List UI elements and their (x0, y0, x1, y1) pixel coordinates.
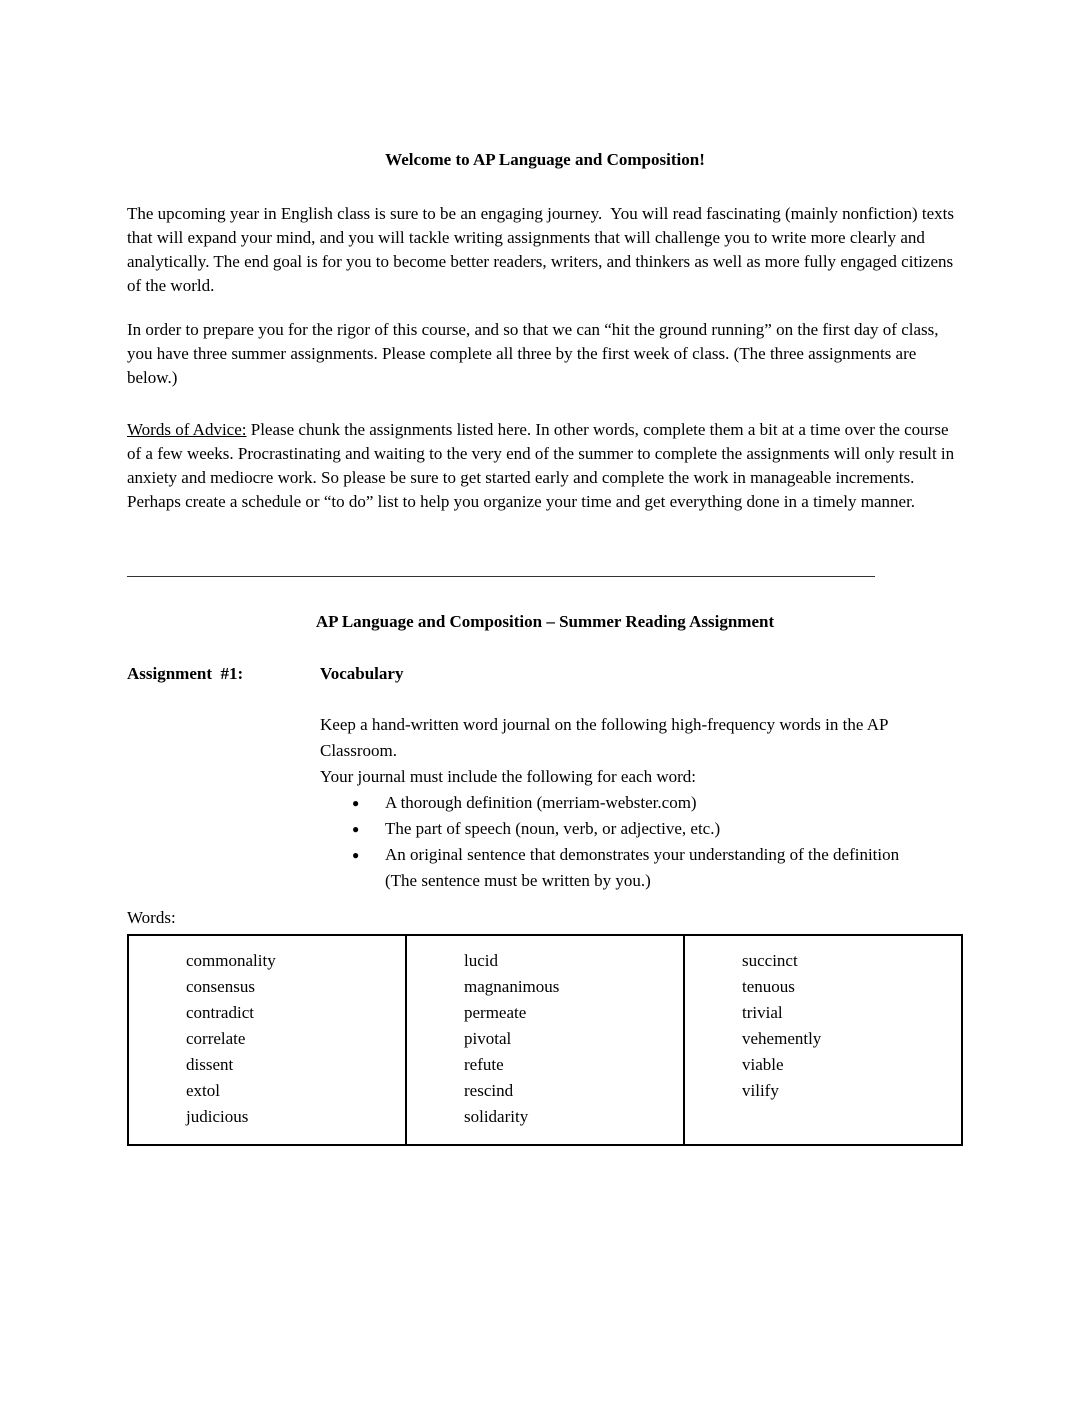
vocab-word: refute (464, 1055, 504, 1074)
vocab-word: contradict (186, 1003, 254, 1022)
vocabulary-table (127, 934, 963, 1146)
bullet-icon: ● (352, 822, 360, 836)
section-title: AP Language and Composition – Summer Reading Assignment (315, 612, 775, 631)
advice-text: Please chunk the assignments listed here. In other words, complete them a bit at a time over the course of a few weeks. Procrastinating and waiting to the very end of the summer to complete the assignments will only result in anxiety and mediocre work. So please be sure to get started early and complete the work in manageable increments. Perhaps create a schedule or “to do” list to help you organize your time and get everything done in a timely manner. (127, 420, 955, 511)
bullet-item (348, 790, 902, 816)
bullet-icon: ● (352, 848, 360, 862)
instruction-line: Keep a hand-written word journal on the following high-frequency words in the AP Classroom. (320, 715, 888, 760)
assignment-label: Assignment #1: (127, 664, 244, 683)
vocab-word: magnanimous (464, 977, 560, 996)
vocab-word: consensus (186, 977, 255, 996)
section-divider (127, 576, 875, 577)
vocab-word: vehemently (742, 1029, 822, 1048)
vocab-word: succinct (742, 951, 798, 970)
vocab-word: tenuous (742, 977, 795, 996)
assignment-heading (127, 662, 963, 686)
advice-label: Words of Advice: (127, 420, 247, 439)
bullet-text: A thorough definition (merriam-webster.com) (385, 793, 697, 812)
advice-paragraph (127, 418, 963, 514)
bullet-item (348, 842, 902, 894)
vocab-word: extol (186, 1081, 220, 1100)
vocab-word: solidarity (464, 1107, 529, 1126)
bullet-icon: ● (352, 796, 360, 810)
prep-paragraph: In order to prepare you for the rigor of this course, and so that we can “hit the ground running” on the first day of class, you have three summer assignments. Please complete all three by the first week of class. (The three assignments are below.) (127, 320, 939, 387)
instruction-line: Your journal must include the following for each word: (320, 767, 696, 786)
vocab-word: commonality (186, 951, 276, 970)
vocab-word: judicious (186, 1107, 249, 1126)
vocabulary-column-3 (683, 936, 961, 1144)
bullet-item (348, 816, 902, 842)
assignment-instructions (320, 712, 902, 894)
vocab-word: correlate (186, 1029, 246, 1048)
vocab-word: viable (742, 1055, 784, 1074)
vocab-word: lucid (464, 951, 498, 970)
bullet-text: The part of speech (noun, verb, or adjective, etc.) (385, 819, 721, 838)
words-label: Words: (127, 908, 176, 927)
vocab-word: permeate (464, 1003, 527, 1022)
vocab-word: trivial (742, 1003, 783, 1022)
intro-paragraph: The upcoming year in English class is sure to be an engaging journey. You will read fascinating (mainly nonfiction) texts that will expand your mind, and you will tackle writing assignments that will challenge you to write more clearly and analytically. The end goal is for you to become better readers, writers, and thinkers as well as more fully engaged citizens of the world. (127, 204, 959, 295)
vocabulary-column-2 (405, 936, 683, 1144)
document-title: Welcome to AP Language and Composition! (385, 150, 705, 169)
vocab-word: rescind (464, 1081, 514, 1100)
vocabulary-column-1 (129, 936, 405, 1144)
vocab-word: dissent (186, 1055, 234, 1074)
vocab-word: vilify (742, 1081, 779, 1100)
assignment-name: Vocabulary (320, 664, 404, 683)
bullet-text: An original sentence that demonstrates your understanding of the definition (The sentence must be written by you.) (385, 845, 900, 890)
vocab-word: pivotal (464, 1029, 512, 1048)
